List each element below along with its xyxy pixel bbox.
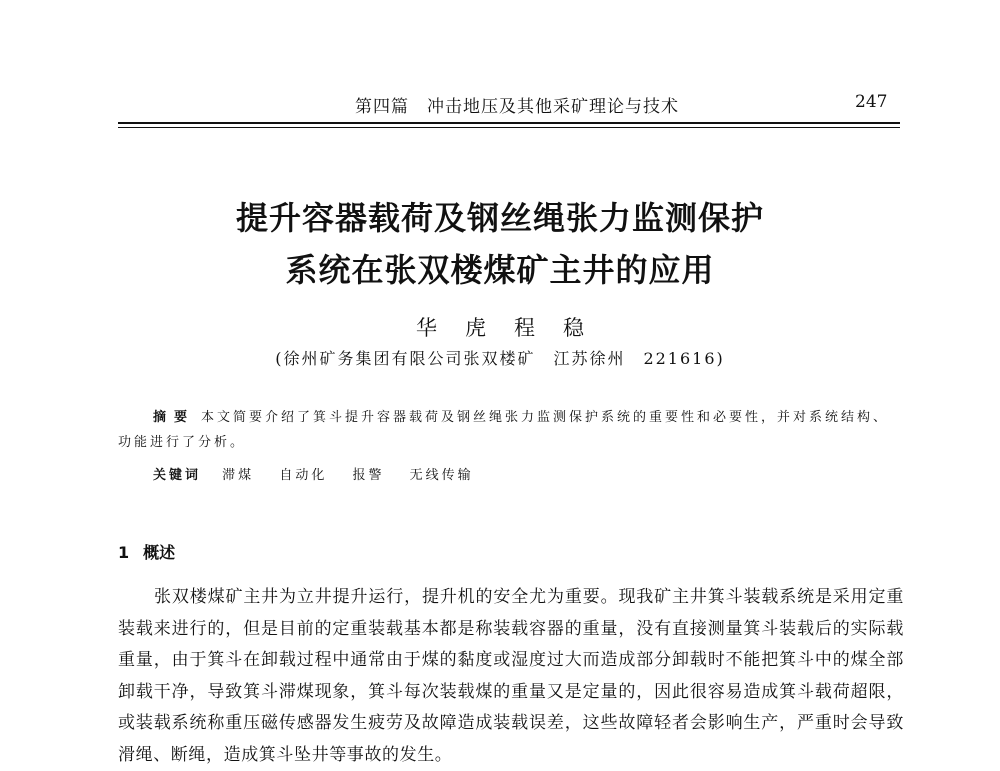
abstract-label: 摘要	[153, 410, 196, 425]
keywords-label: 关键词	[153, 468, 202, 483]
keyword: 报警	[352, 468, 385, 483]
page-number: 247	[855, 92, 888, 112]
section-heading	[118, 540, 175, 563]
header-rule-thick	[118, 122, 900, 124]
abstract-text: 本文简要介绍了箕斗提升容器载荷及钢丝绳张力监测保护系统的重要性和必要性，并对系统结构、功能进行了分析。	[118, 410, 890, 450]
paper-title-line-2: 系统在张双楼煤矿主井的应用	[285, 251, 715, 289]
section-title: 概述	[143, 543, 176, 562]
keyword: 无线传输	[409, 468, 474, 483]
keywords	[153, 464, 492, 483]
affiliation: (徐州矿务集团有限公司张双楼矿 江苏徐州 221616)	[275, 349, 725, 368]
abstract	[118, 405, 903, 455]
authors: 华虎程稳	[416, 316, 612, 340]
header-rule-thin	[118, 127, 900, 128]
running-head: 第四篇 冲击地压及其他采矿理论与技术	[355, 97, 679, 117]
body-paragraph: 张双楼煤矿主井为立井提升运行，提升机的安全尤为重要。现我矿主井箕斗装载系统是采用定重装载来进行的，但是目前的定重装载基本都是称装载容器的重量，没有直接测量箕斗装载后的实际载重量，由于箕斗在卸载过程中通常由于煤的黏度或湿度过大而造成部分卸载时不能把箕斗中的煤全部卸载干净，导致箕斗滞煤现象，箕斗每次装载煤的重量又是定量的，因此很容易造成箕斗载荷超限，或装载系统称重压磁传感器发生疲劳及故障造成装载误差，这些故障轻者会影响生产，严重时会导致滑绳、断绳，造成箕斗坠井等事故的发生。	[118, 587, 904, 765]
keyword: 自动化	[279, 468, 328, 483]
keyword: 滞煤	[222, 468, 255, 483]
section-number: 1	[118, 543, 130, 562]
paper-title-line-1: 提升容器载荷及钢丝绳张力监测保护	[235, 199, 764, 237]
